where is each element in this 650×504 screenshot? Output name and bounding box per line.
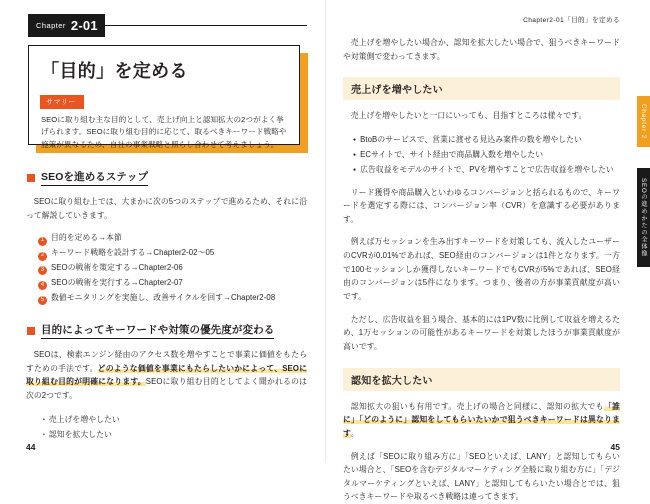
subheading-sales: 売上げを増やしたい (343, 77, 620, 100)
summary-label: サマリー (40, 95, 84, 109)
step-number-icon: 4 (38, 281, 47, 290)
subheading-awareness: 認知を拡大したい (343, 368, 620, 391)
awareness-text-post: 。 (351, 429, 359, 438)
chapter-number: 2-01 (71, 18, 98, 33)
title-block (28, 45, 307, 153)
priority-text-post: SEOに取り組む目的としてよく聞かれるのは次の2つです。 (26, 377, 307, 400)
step-label: SEOの戦術を策定する→Chapter2-06 (51, 261, 183, 276)
square-bullet-icon (27, 174, 35, 182)
step-label: 目的を定める→本節 (51, 231, 122, 246)
awareness-text-highlight: 「誰に」「どのように」認知をしてもらいたいかで狙うべきキーワードは異なります (343, 402, 620, 438)
section-heading-steps (27, 169, 307, 186)
steps-list (38, 231, 307, 306)
steps-lead-paragraph: SEOに取り組む上では、大まかに次の5つのステップで進めるため、それに沿って解説していきます。 (26, 195, 307, 222)
sales-paragraph-4: ただし、広告収益を狙う場合、基本的には1PV数に比例して収益を増えるため、1万セッションの可能性があるキーワードを対策したほうが事業貢献度が高いです。 (343, 313, 620, 354)
sales-paragraph-3: 例えば万セッションを生み出すキーワードを対策しても、流入したユーザーのCVRが0.01%であれば、SEO経由のコンバージョンは1件となります。一方で100セッションしか獲得しないキーワードでもCVRが5%であれば、SEO経由のコンバージョンは5件になります。つまり、後者の方が事業貢献度が高いです。 (343, 235, 620, 303)
summary-text: SEOに取り組む主な目的として、売上げ向上と認知拡大の2つがよく挙げられます。SEOに取り組む目的に応じて、取るべきキーワード戦略や施策が異なるため、自社の事業戦略と照らし合わせて考えましょう。 (41, 114, 287, 151)
header-rule (105, 25, 307, 26)
chapter-tag-row (28, 14, 307, 37)
chapter-tag (28, 14, 105, 37)
intro-paragraph: 売上げを増やしたい場合か、認知を拡大したい場合で、狙うべきキーワードや対策側で変わってきます。 (343, 36, 620, 63)
chapter-word: Chapter (36, 21, 66, 30)
step-label: キーワード戦略を設計する→Chapter2-02～05 (51, 246, 214, 261)
list-item (38, 291, 307, 306)
list-item (38, 231, 307, 246)
list-item: ● BtoBのサービスで、営業に渡せる見込み案件の数を増やしたい (353, 132, 620, 147)
section-heading-priority-label: 目的によってキーワードや対策の優先度が変わる (41, 322, 274, 339)
awareness-text-pre: 認知拡大の狙いも有用です。売上げの場合と同様に、認知の拡大でも (351, 402, 604, 411)
step-number-icon: 3 (38, 266, 47, 275)
title-card (28, 45, 300, 145)
step-number-icon: 1 (38, 237, 47, 246)
sales-paragraph-2: リード獲得や商品購入といわゆるコンバージョンと括られるもので、キーワードを選定する際には、コンバージョン率（CVR）を意識する必要があります。 (343, 186, 620, 227)
section-heading-steps-label: SEOを進めるステップ (41, 169, 148, 186)
list-item (38, 261, 307, 276)
step-number-icon: 5 (38, 296, 47, 305)
thumb-tab-chapter: Chapter 2 (637, 96, 650, 147)
page-number-left: 44 (26, 442, 35, 452)
page-title: 「目的」を定める (41, 57, 289, 83)
running-head: Chapter2-01「目的」を定める (343, 14, 620, 24)
list-item (38, 246, 307, 261)
priority-text-highlight: どのような価値を事業にもたらしたいかによって、SEOに取り組む目的が明確になります。 (26, 364, 307, 387)
step-label: SEOの戦術を実行する→Chapter2-07 (51, 276, 183, 291)
awareness-paragraph-1 (343, 400, 620, 441)
list-item (38, 276, 307, 291)
awareness-paragraph-2: 例えば「SEOに取り組み方に」「SEOといえば、LANY」と認知してもらいたい場合と、「SEOを含むデジタルマーケティング全般に取り組む方に」「デジタルマーケティングといえば、LANY」と認知してもらいたい場合とでは、狙うべきキーワードや取るべき戦略は違ってきます。 (343, 450, 620, 504)
section-heading-priority (27, 322, 307, 339)
list-item: ・ 売上げを増やしたい (40, 412, 307, 428)
square-bullet-icon (27, 327, 35, 335)
priority-paragraph (26, 348, 307, 403)
page-number-right: 45 (611, 442, 620, 452)
thumb-tab-section: SEOの進めかたの全体像 (637, 168, 650, 267)
list-item: ・ 認知を拡大したい (40, 427, 307, 443)
sales-paragraph-1: 売上げを増やしたいと一口にいっても、目指すところは様々です。 (343, 109, 620, 123)
purpose-list (40, 412, 307, 443)
list-item: ● ECサイトで、サイト経由で商品購入数を増やしたい (353, 147, 620, 162)
right-page (325, 0, 650, 462)
left-page (0, 0, 325, 462)
step-label: 数値モニタリングを実施し、改善サイクルを回す→Chapter2-08 (51, 291, 275, 306)
step-number-icon: 2 (38, 252, 47, 261)
list-item: ● 広告収益をモデルのサイトで、PVを増やすことで広告収益を増やしたい (353, 162, 620, 177)
priority-text-pre: SEOは、検索エンジン経由のアクセス数を増やすことで事業に価値をもたらすための手法です。 (26, 350, 307, 373)
sales-bullet-list (353, 132, 620, 178)
